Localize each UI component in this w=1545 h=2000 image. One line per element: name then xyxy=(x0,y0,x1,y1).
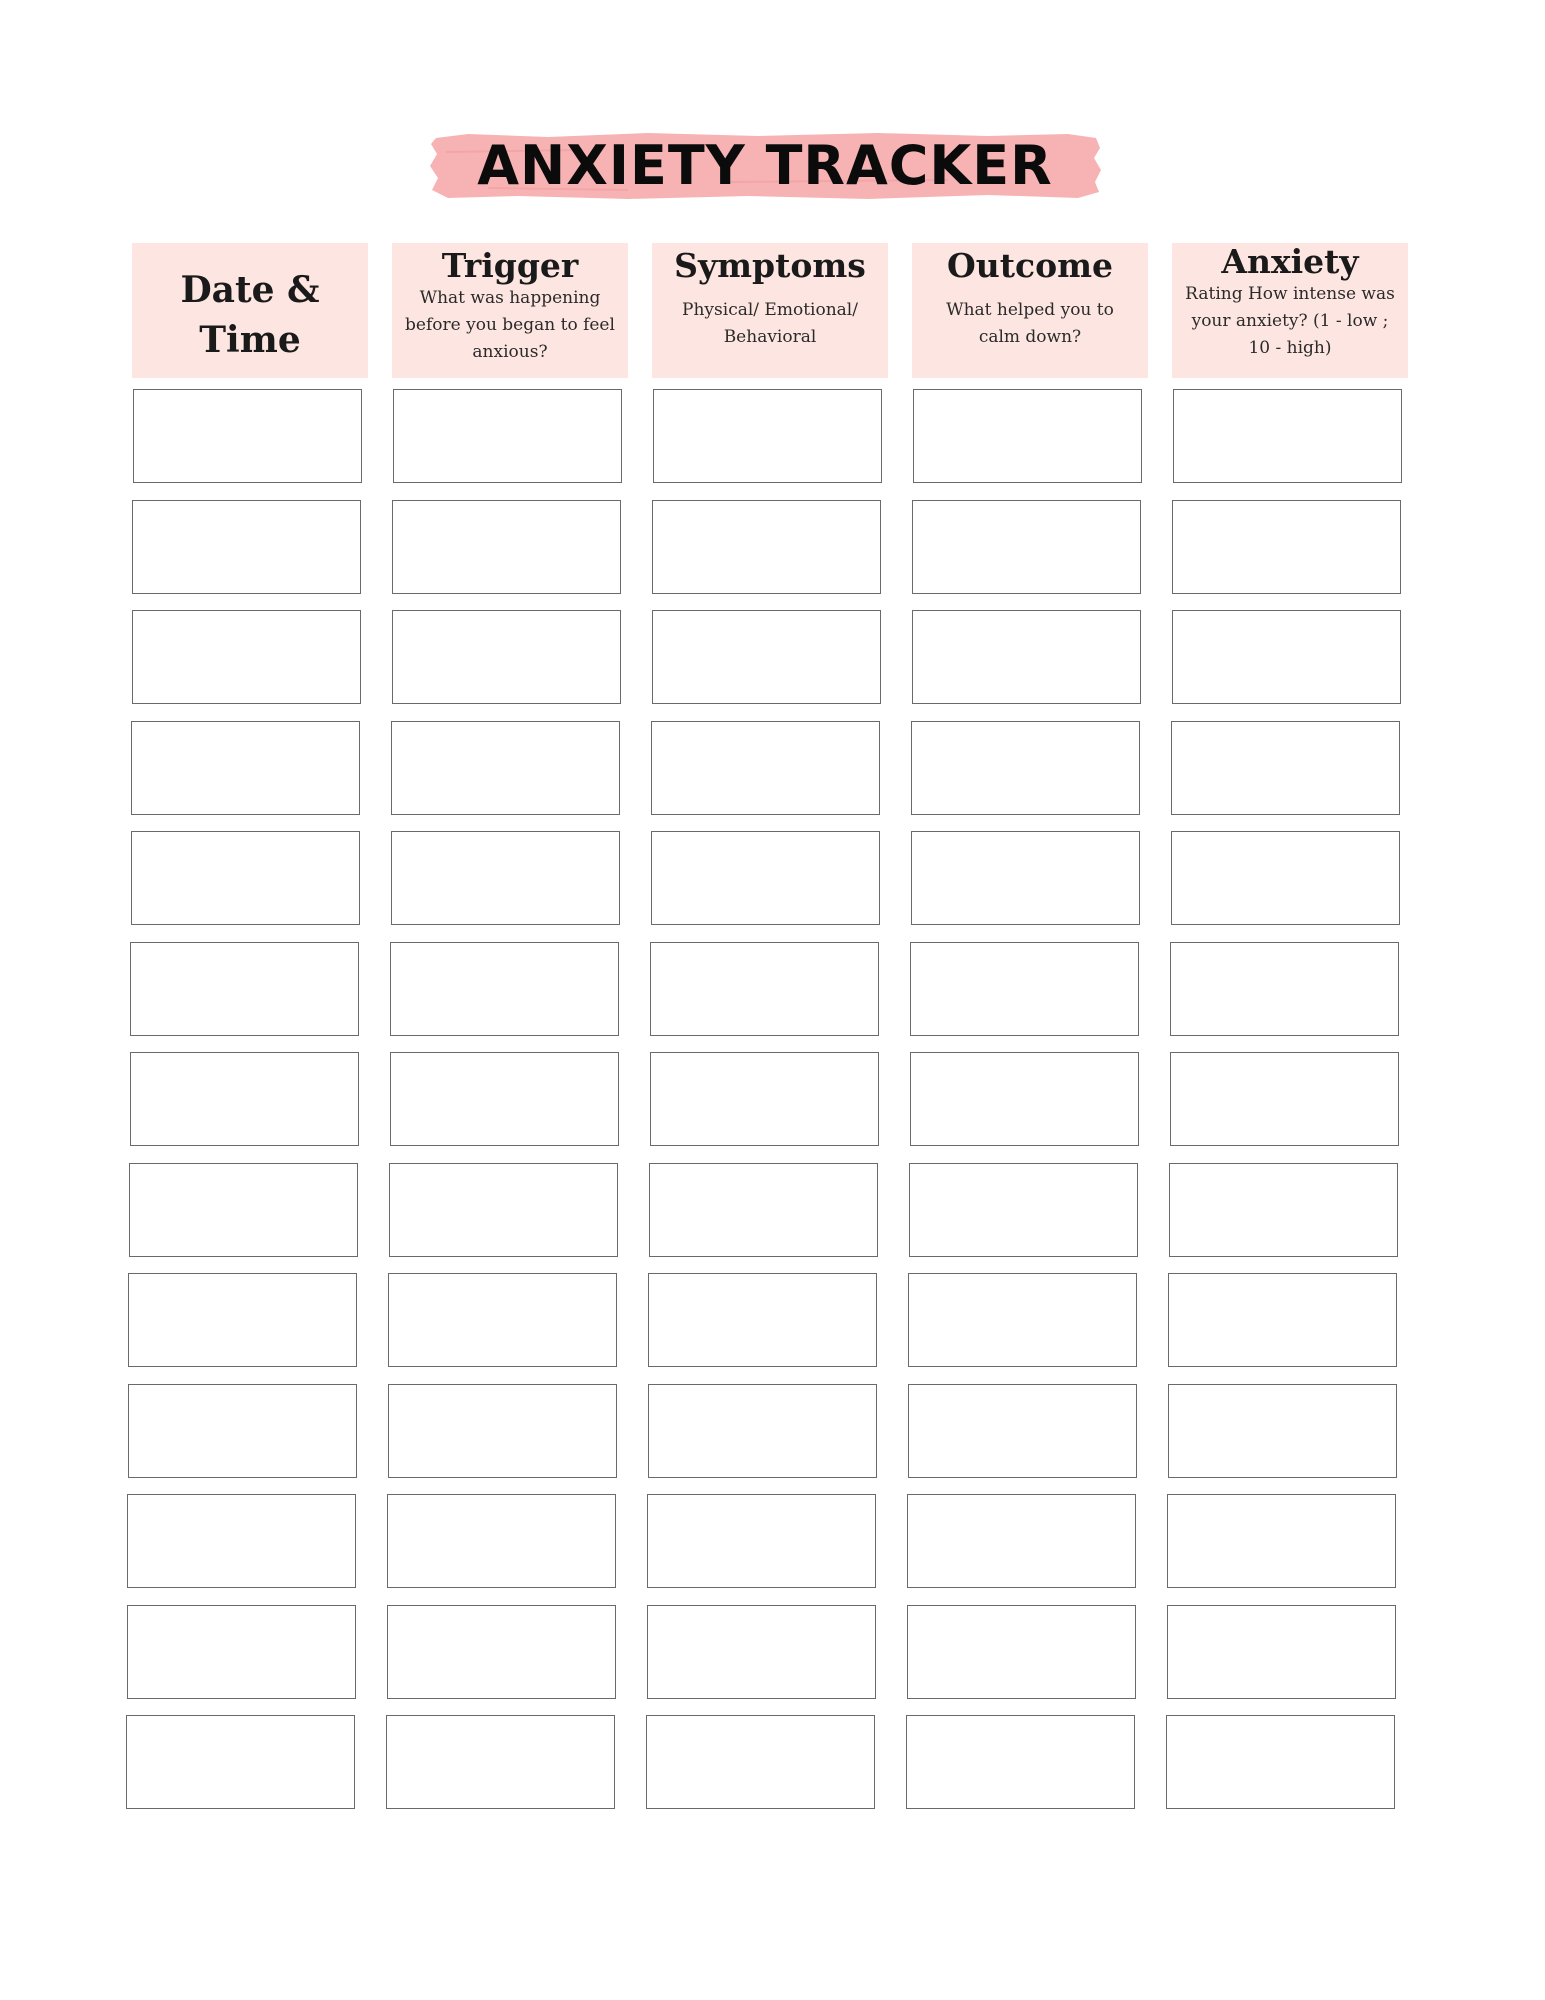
entry-box-date-time[interactable] xyxy=(127,1494,356,1588)
entry-box-date-time[interactable] xyxy=(131,721,360,815)
column-subtitle-anxiety: Rating How intense was your anxiety? (1 - low ; 10 - high) xyxy=(1185,284,1395,358)
title-banner xyxy=(428,128,1102,200)
entry-box-date-time[interactable] xyxy=(128,1273,357,1367)
column-header-anxiety xyxy=(1172,243,1408,378)
entry-box-anxiety[interactable] xyxy=(1172,500,1401,594)
entry-box-anxiety[interactable] xyxy=(1170,942,1399,1036)
column-subtitle-symptoms: Physical/ Emotional/ Behavioral xyxy=(682,300,858,347)
entry-box-trigger[interactable] xyxy=(390,942,619,1036)
entry-box-trigger[interactable] xyxy=(390,1052,619,1146)
entry-box-symptoms[interactable] xyxy=(647,1605,876,1699)
entry-box-outcome[interactable] xyxy=(913,389,1142,483)
entry-box-outcome[interactable] xyxy=(910,942,1139,1036)
column-header-symptoms xyxy=(652,243,888,378)
entry-box-trigger[interactable] xyxy=(386,1715,615,1809)
entry-box-trigger[interactable] xyxy=(391,831,620,925)
entry-box-symptoms[interactable] xyxy=(652,500,881,594)
entry-box-date-time[interactable] xyxy=(132,610,361,704)
entry-box-symptoms[interactable] xyxy=(650,942,879,1036)
entry-box-symptoms[interactable] xyxy=(648,1384,877,1478)
entry-box-trigger[interactable] xyxy=(392,610,621,704)
entry-box-anxiety[interactable] xyxy=(1167,1494,1396,1588)
entry-box-outcome[interactable] xyxy=(907,1605,1136,1699)
entry-box-anxiety[interactable] xyxy=(1168,1273,1397,1367)
column-title-symptoms: Symptoms xyxy=(674,246,866,285)
entry-box-date-time[interactable] xyxy=(133,389,362,483)
entry-box-anxiety[interactable] xyxy=(1171,831,1400,925)
entry-box-anxiety[interactable] xyxy=(1169,1163,1398,1257)
entry-box-anxiety[interactable] xyxy=(1172,610,1401,704)
column-header-date-time xyxy=(132,243,368,378)
page-title: ANXIETY TRACKER xyxy=(477,134,1053,197)
entry-box-symptoms[interactable] xyxy=(651,831,880,925)
column-header-trigger xyxy=(392,243,628,378)
column-header-outcome xyxy=(912,243,1148,378)
column-title-date-time: Date & Time xyxy=(180,269,320,361)
column-subtitle-trigger: What was happening before you began to feel anxious? xyxy=(405,288,615,362)
entry-box-outcome[interactable] xyxy=(909,1163,1138,1257)
column-title-trigger: Trigger xyxy=(441,246,579,285)
entry-box-date-time[interactable] xyxy=(131,831,360,925)
entry-box-symptoms[interactable] xyxy=(650,1052,879,1146)
entry-box-anxiety[interactable] xyxy=(1166,1715,1395,1809)
entry-box-outcome[interactable] xyxy=(912,610,1141,704)
entry-box-outcome[interactable] xyxy=(906,1715,1135,1809)
entry-box-date-time[interactable] xyxy=(127,1605,356,1699)
entry-box-outcome[interactable] xyxy=(908,1384,1137,1478)
entry-box-symptoms[interactable] xyxy=(648,1273,877,1367)
entry-box-anxiety[interactable] xyxy=(1167,1605,1396,1699)
entry-box-trigger[interactable] xyxy=(387,1605,616,1699)
entry-box-trigger[interactable] xyxy=(389,1163,618,1257)
entry-box-symptoms[interactable] xyxy=(647,1494,876,1588)
entry-box-anxiety[interactable] xyxy=(1173,389,1402,483)
entry-box-trigger[interactable] xyxy=(391,721,620,815)
column-subtitle-outcome: What helped you to calm down? xyxy=(946,300,1114,347)
entry-box-date-time[interactable] xyxy=(132,500,361,594)
entry-box-symptoms[interactable] xyxy=(649,1163,878,1257)
entry-box-outcome[interactable] xyxy=(908,1273,1137,1367)
entry-box-symptoms[interactable] xyxy=(653,389,882,483)
entry-box-date-time[interactable] xyxy=(128,1384,357,1478)
entry-box-date-time[interactable] xyxy=(126,1715,355,1809)
entry-box-trigger[interactable] xyxy=(388,1273,617,1367)
entry-box-outcome[interactable] xyxy=(910,1052,1139,1146)
entry-box-date-time[interactable] xyxy=(130,1052,359,1146)
entry-box-trigger[interactable] xyxy=(392,500,621,594)
entry-box-anxiety[interactable] xyxy=(1168,1384,1397,1478)
entry-box-trigger[interactable] xyxy=(387,1494,616,1588)
entry-box-date-time[interactable] xyxy=(130,942,359,1036)
entry-box-trigger[interactable] xyxy=(393,389,622,483)
entry-box-symptoms[interactable] xyxy=(646,1715,875,1809)
entry-box-date-time[interactable] xyxy=(129,1163,358,1257)
entry-box-outcome[interactable] xyxy=(911,721,1140,815)
entry-box-trigger[interactable] xyxy=(388,1384,617,1478)
entry-box-anxiety[interactable] xyxy=(1171,721,1400,815)
entry-box-anxiety[interactable] xyxy=(1170,1052,1399,1146)
entry-box-symptoms[interactable] xyxy=(652,610,881,704)
entry-box-outcome[interactable] xyxy=(911,831,1140,925)
entry-box-outcome[interactable] xyxy=(912,500,1141,594)
entry-box-outcome[interactable] xyxy=(907,1494,1136,1588)
column-title-outcome: Outcome xyxy=(947,246,1113,285)
column-title-anxiety: Anxiety xyxy=(1221,242,1359,281)
entry-box-symptoms[interactable] xyxy=(651,721,880,815)
